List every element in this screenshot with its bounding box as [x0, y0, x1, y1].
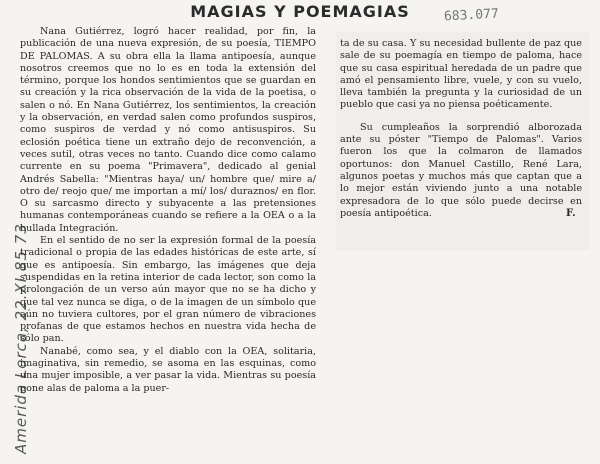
- handwritten-margin-note: Amerida Lorca, 22.XI.85 73: [12, 223, 30, 454]
- paragraph-3: Nanabé, como sea, y el diablo con la OEA, solitaria, imaginativa, sin remedio, se asoma en las esquinas, como una mujer imposible, a ver pasar la vida. Mientras su poesía pone alas de paloma a la puer-: [20, 345, 316, 394]
- handwritten-catalog-number: 683.077: [443, 6, 500, 25]
- author-signature: F.: [566, 208, 576, 219]
- right-column: [336, 32, 590, 250]
- left-column: [20, 26, 316, 395]
- paragraph-5: Su cumpleaños la sorprendió alborozada ante su póster "Tiempo de Palomas". Varios fueron los que la colmaron de llamados oportunos: don Manuel Castillo, René Lara, algunos poetas y muchos más que captan que a lo mejor están viviendo junto a una notable expresadora de lo que sólo puede decirse en poesía antipoética.: [340, 121, 582, 219]
- article-title: MAGIAS Y POEMAGIAS: [190, 2, 410, 21]
- paragraph-4: ta de su casa. Y su necesidad bullente de paz que sale de su poemagía en tiempo de paloma, hace que su casa espiritual heredada de un padre que amó el pensamiento libre, vuele, y con su vuelo, lleva también la pregunta y la curiosidad de un pueblo que casi ya no piensa poéticamente.: [340, 38, 582, 111]
- paragraph-1: Nana Gutiérrez, logró hacer realidad, por fin, la publicación de una nueva expresión, de su poesía, TIEMPO DE PALOMAS. A su obra ella la llama antipoesía, aunque nosotros creemos que no lo es en toda la extensión del término, porque los hondos sentimientos que se guardan en su creación y la rica observación de la vida de la poetisa, o salen o nó. En Nana Gutiérrez, los sentimientos, la creación y la observación, en verdad salen como profundos suspiros, como suspiros de verdad y nó como antisuspiros. Su eclosión poética tiene un extraño dejo de reconvención, a veces sutil, otras veces no tanto. Cuando dice como calamo currente en su poema "Primavera", dedicado al genial Andrés Sabella: "Mientras haya/ un/ hombre que/ mire a/ otro de/ reojo que/ me importan a mí/ los/ duraznos/ en flor. O su sarcasmo directo y subyacente a las pretensiones humanas contemporáneas cuando se refiere a la OEA o a la bullada Integración.: [20, 26, 316, 234]
- paragraph-2: En el sentido de no ser la expresión formal de la poesía tradicional o propia de las edades históricas de este arte, sí que es antipoesía. Sin embargo, las imágenes que deja suspendidas en la retina interior de cada lector, son como la prolongación de un verso aún mayor que no se ha dicho y que tal vez nunca se diga, o de la imagen de un símbolo que aún no tuviera cultores, por el gran número de vibraciones profanas de que estamos hechos en nuestra vida hecha de sólo pan.: [20, 235, 316, 345]
